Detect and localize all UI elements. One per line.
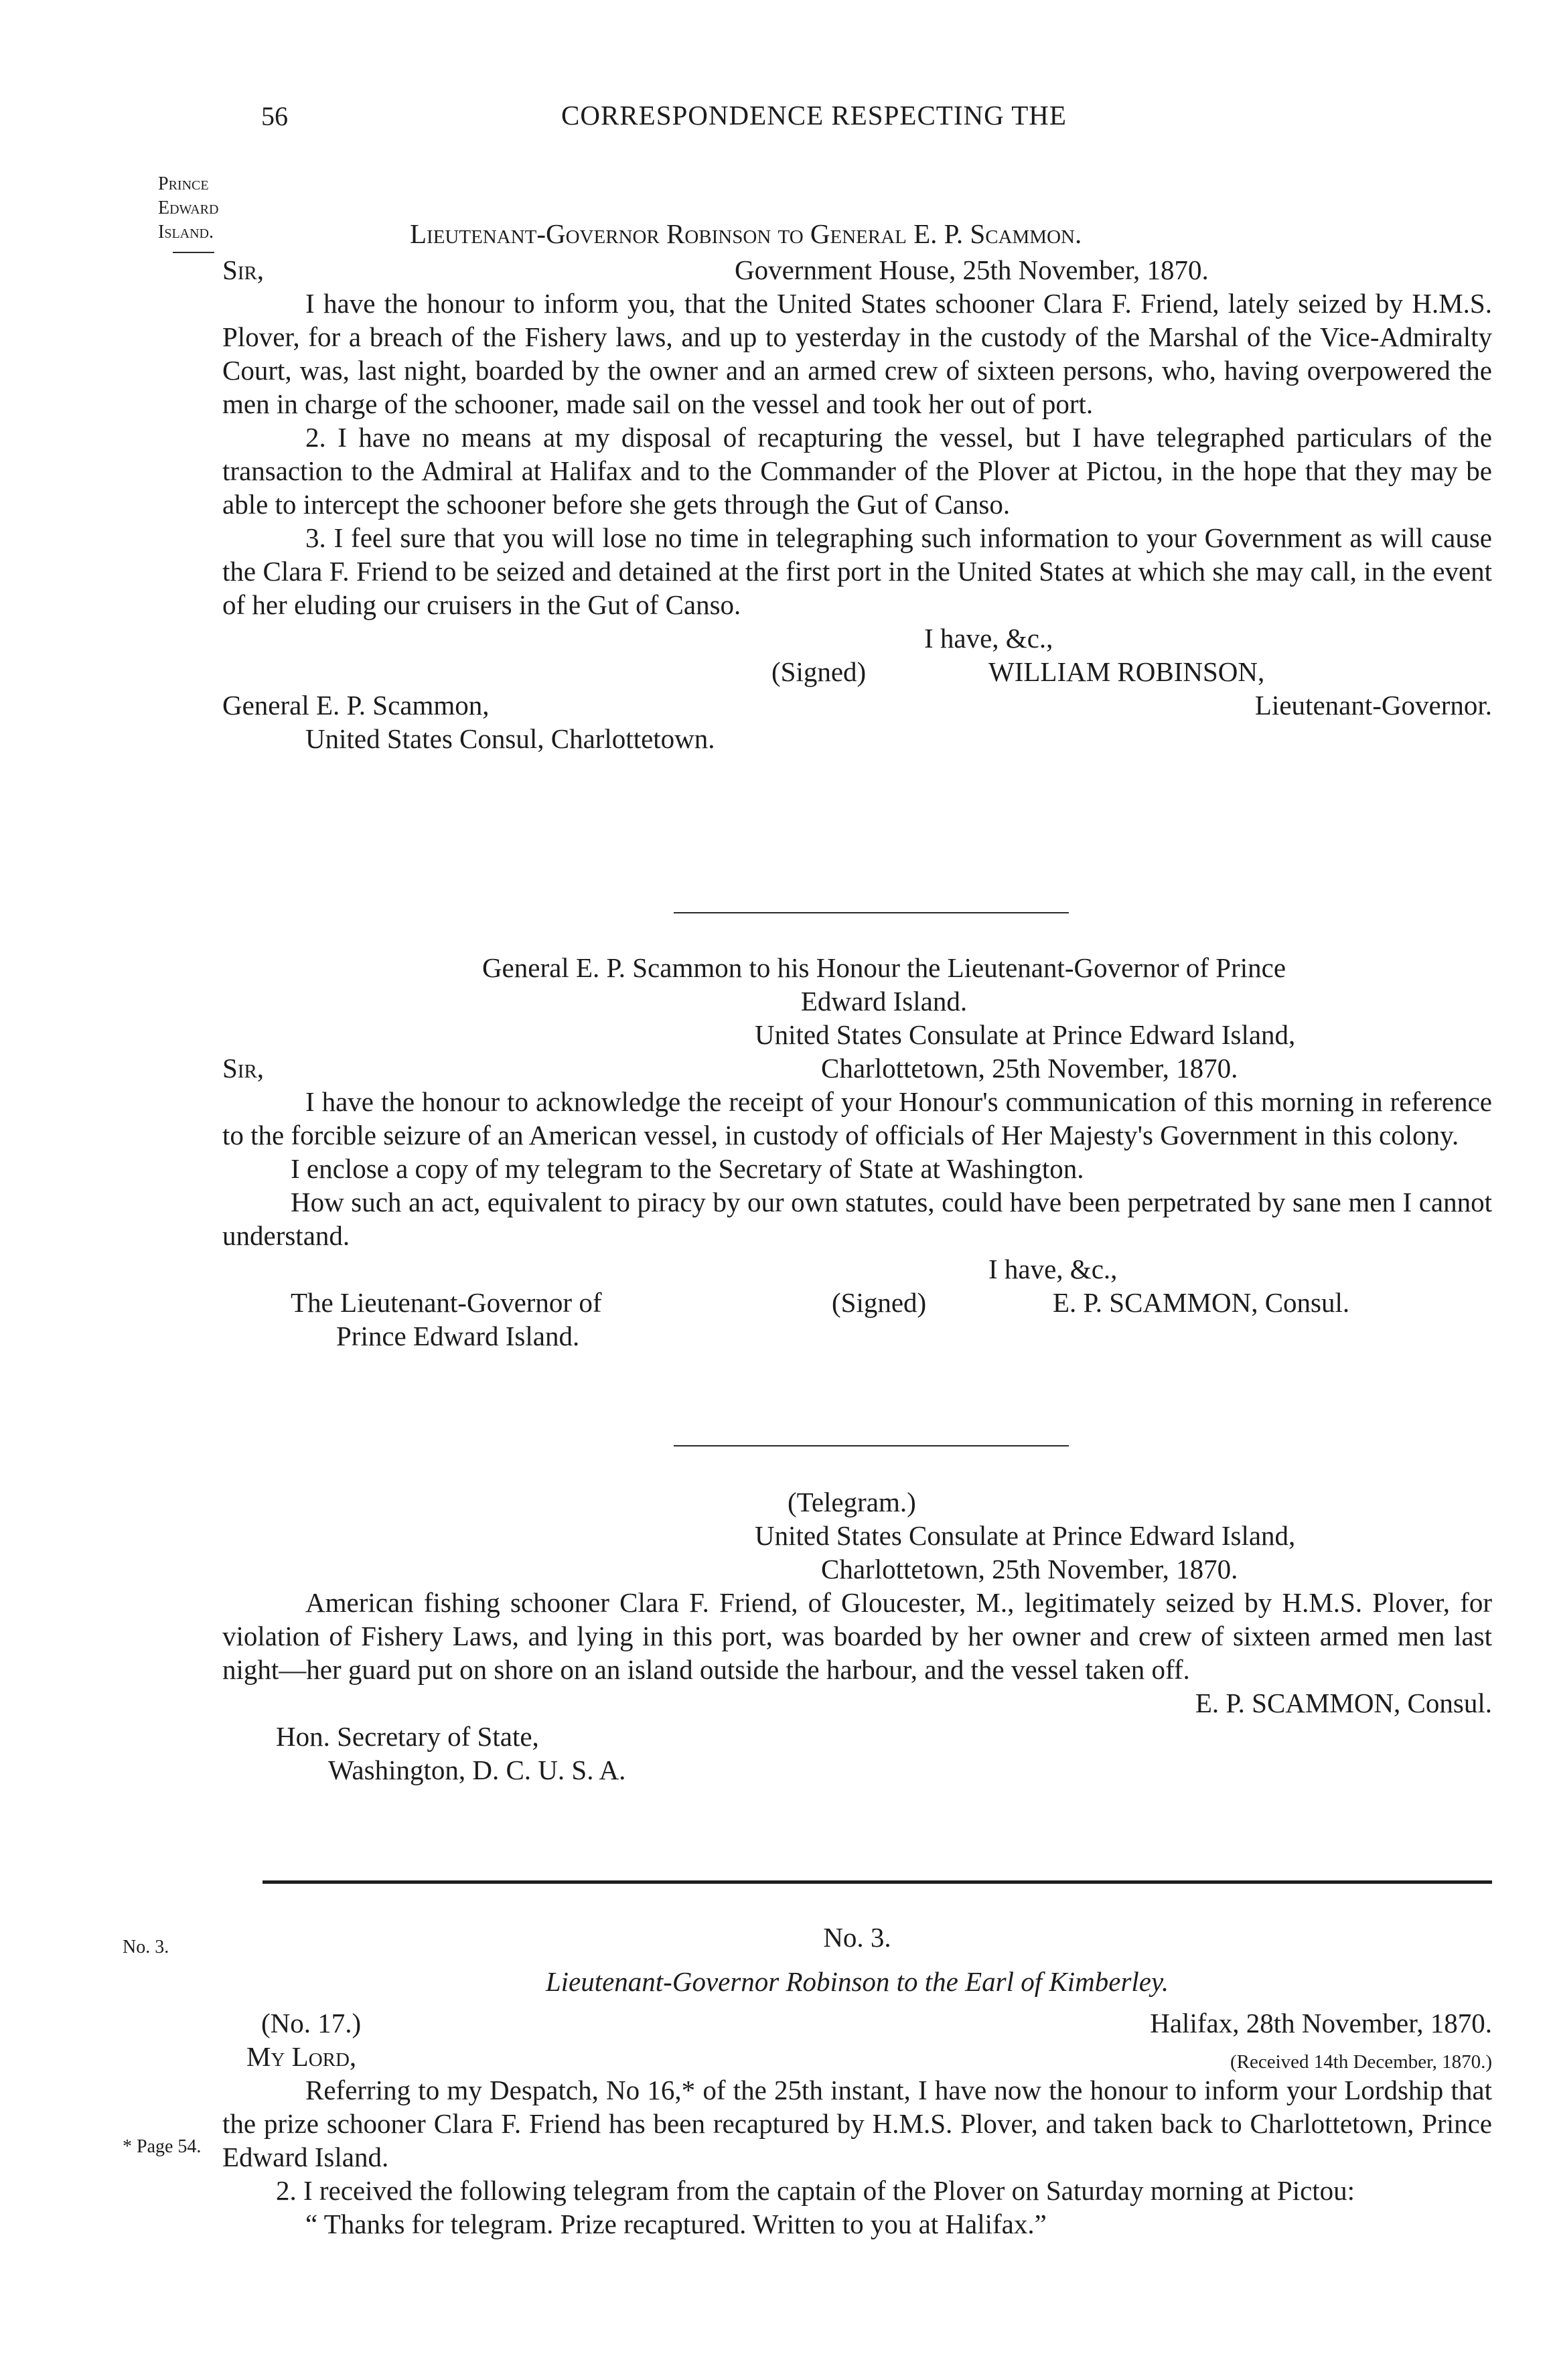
telegram-signer-row bbox=[222, 1686, 1492, 1720]
letter1-signed: (Signed) bbox=[771, 656, 867, 687]
no3-received: (Received 14th December, 1870.) bbox=[1230, 2051, 1492, 2073]
divider-2 bbox=[674, 1445, 1069, 1446]
page-number: 56 bbox=[261, 101, 288, 131]
letter2-addressee-1: The Lieutenant-Governor of bbox=[291, 1287, 602, 1318]
no3-place-date: Halifax, 28th November, 1870. bbox=[1150, 2008, 1492, 2038]
margin-note-edward: Edward bbox=[158, 198, 219, 218]
telegram-title: (Telegram.) bbox=[788, 1487, 916, 1517]
letter1-paragraph-2: 2. I have no means at my disposal of recapturing the vessel, but I have telegraphed particulars of the transaction to the Admiral at Halifax and to the Commander of the Plover at Pictou, in the hope that they may be able to intercept the schooner before she gets through the Gut of Canso. bbox=[222, 422, 1492, 520]
running-title: CORRESPONDENCE RESPECTING THE bbox=[561, 100, 1067, 131]
letter2-heading-2: Edward Island. bbox=[800, 986, 968, 1017]
telegram-place-1: United States Consulate at Prince Edward Island, bbox=[755, 1520, 1296, 1551]
letter1-addressee-row bbox=[222, 688, 1492, 722]
telegram-addressee-2: Washington, D. C. U. S. A. bbox=[328, 1755, 626, 1785]
letter1-addressee-2: United States Consul, Charlottetown. bbox=[305, 723, 715, 754]
letter2-heading-1: General E. P. Scammon to his Honour the Lieutenant-Governor of Prince bbox=[482, 952, 1286, 983]
letter2-body bbox=[222, 951, 1492, 1353]
letter2-addressee-row-2 bbox=[222, 1319, 1492, 1353]
telegram-addressee-row-2 bbox=[222, 1753, 1492, 1787]
telegram-place-row-2 bbox=[222, 1552, 1492, 1586]
letter2-closing: I have, &c., bbox=[988, 1254, 1118, 1284]
letter1-signed-row bbox=[222, 655, 1492, 688]
no3-heading: Lieutenant-Governor Robinson to the Earl of Kimberley. bbox=[545, 1966, 1169, 1997]
letter2-signer: E. P. SCAMMON, Consul. bbox=[1053, 1287, 1350, 1318]
letter1-addressee-row-2 bbox=[222, 722, 1492, 755]
letter2-addressee-2: Prince Edward Island. bbox=[336, 1321, 580, 1351]
no3-salutation: My Lord, bbox=[246, 2041, 357, 2072]
no3-paragraph-1: Referring to my Despatch, No 16,* of the 25th instant, I have now the honour to inform your Lordship that the prize schooner Clara F. Friend has been recaptured by H.M.S. Plover, and taken back to Charlottetown, Prince Edward Island. bbox=[222, 2075, 1492, 2172]
telegram-place-row-1 bbox=[222, 1519, 1492, 1552]
letter2-place-row bbox=[222, 1018, 1492, 1051]
no3-paragraph-2: 2. I received the following telegram from the captain of the Plover on Saturday morning at Pictou: bbox=[276, 2175, 1355, 2206]
no3-quote: “ Thanks for telegram. Prize recaptured. Written to you at Halifax.” bbox=[305, 2209, 1047, 2239]
letter2-salutation: Sir, bbox=[222, 1053, 265, 1084]
divider-1 bbox=[674, 912, 1069, 913]
telegram-body bbox=[222, 1485, 1492, 1787]
no3-number: No. 3. bbox=[823, 1922, 891, 1953]
margin-note-island: Island. bbox=[158, 222, 214, 242]
letter2-signed-row bbox=[222, 1286, 1492, 1319]
letter1-salutation: Sir, bbox=[222, 254, 265, 285]
margin-note-prince: Prince bbox=[158, 173, 209, 194]
letter2-paragraph-2: I enclose a copy of my telegram to the Secretary of State at Washington. bbox=[291, 1153, 1084, 1184]
no3-ref-row bbox=[222, 2006, 1492, 2040]
letter2-salutation-row bbox=[222, 1051, 1492, 1085]
letter1-signer-title: Lieutenant-Governor. bbox=[1254, 690, 1492, 721]
letter2-paragraph-3: How such an act, equivalent to piracy by our own statutes, could have been perpetrated by sane men I cannot understand. bbox=[222, 1187, 1492, 1251]
letter1-closing-row bbox=[222, 621, 1492, 655]
telegram-addressee-row-1 bbox=[222, 1720, 1492, 1753]
letter2-place-1: United States Consulate at Prince Edward Island, bbox=[755, 1019, 1296, 1050]
margin-dash bbox=[173, 252, 214, 253]
letter1-paragraph-3: 3. I feel sure that you will lose no time in telegraphing such information to your Government as will cause the Clara F. Friend to be seized and detained at the first port in the United States at which she may call, in the event of her eluding our cruisers in the Gut of Canso. bbox=[222, 522, 1492, 620]
letter2-paragraph-1: I have the honour to acknowledge the receipt of your Honour's communication of this morning in reference to the forcible seizure of an American vessel, in custody of officials of Her Majesty's Government in this colony. bbox=[222, 1086, 1492, 1150]
telegram-place-2: Charlottetown, 25th November, 1870. bbox=[821, 1554, 1238, 1584]
letter2-signed: (Signed) bbox=[832, 1287, 927, 1318]
no3-ref: (No. 17.) bbox=[261, 2008, 362, 2038]
telegram-addressee-1: Hon. Secretary of State, bbox=[276, 1721, 539, 1752]
no3-body bbox=[222, 1921, 1492, 2241]
section-rule bbox=[263, 1880, 1492, 1884]
letter1-closing: I have, &c., bbox=[924, 623, 1053, 654]
letter1-paragraph-1: I have the honour to inform you, that the United States schooner Clara F. Friend, lately seized by H.M.S. Plover, for a breach of the Fishery laws, and up to yesterday in the custody of the Marshal of the Vice-Admiralty Court, was, last night, boarded by the owner and an armed crew of sixteen persons, who, having overpowered the men in charge of the schooner, made sail on the vessel and took her out of port. bbox=[222, 288, 1492, 419]
letter1-addressee-1: General E. P. Scammon, bbox=[222, 690, 490, 721]
telegram-signer: E. P. SCAMMON, Consul. bbox=[1195, 1688, 1492, 1718]
no3-salutation-row bbox=[222, 2040, 1492, 2073]
margin-note-no3: No. 3. bbox=[123, 1937, 169, 1957]
letter1-place-date: Government House, 25th November, 1870. bbox=[735, 254, 1209, 285]
telegram-title-row bbox=[222, 1485, 1492, 1519]
margin-note-page-ref: * Page 54. bbox=[123, 2136, 202, 2157]
letter1-heading: Lieutenant-Governor Robinson to General E. P. Scammon. bbox=[410, 218, 1082, 249]
letter1-signer: WILLIAM ROBINSON, bbox=[988, 656, 1265, 687]
letter1-salutation-row bbox=[222, 253, 1492, 287]
telegram-message: American fishing schooner Clara F. Friend, of Gloucester, M., legitimately seized by H.M.S. Plover, for violation of Fishery Laws, and lying in this port, was boarded by her owner and crew of sixteen armed men last night—her guard put on shore on an island outside the harbour, and the vessel taken off. bbox=[222, 1587, 1492, 1685]
letter2-place-2: Charlottetown, 25th November, 1870. bbox=[821, 1053, 1238, 1084]
letter1-body bbox=[222, 253, 1492, 755]
letter2-closing-row bbox=[222, 1252, 1492, 1286]
